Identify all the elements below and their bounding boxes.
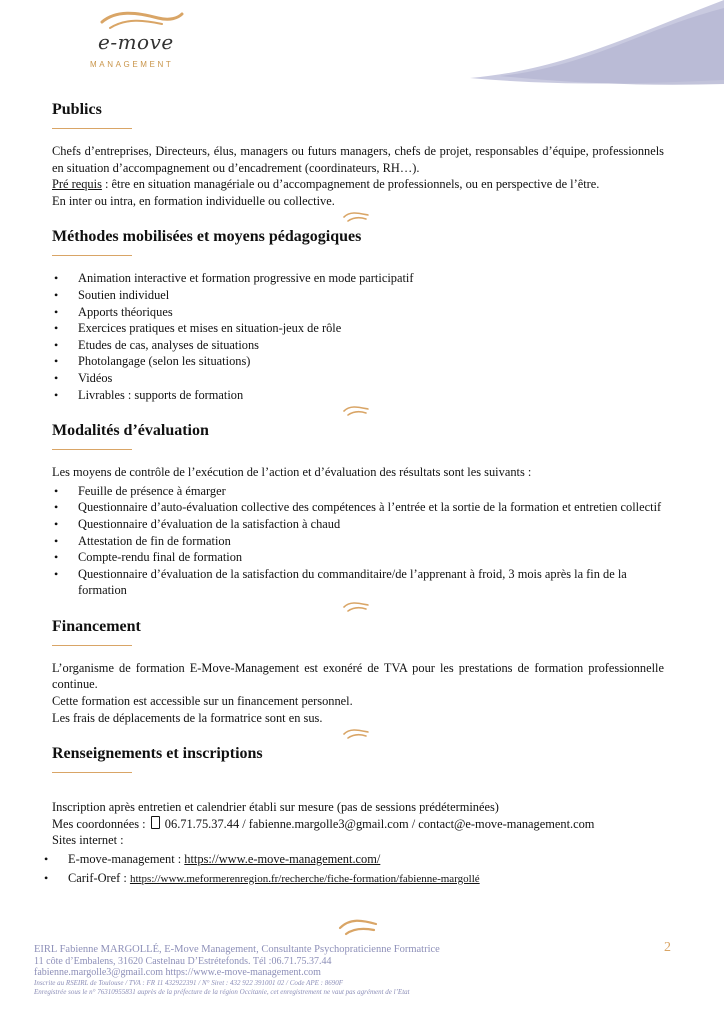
list-item [68,851,664,868]
prerequis-text: : être en situation managériale ou d’accompagnement de professionnels, ou en perspective de l’être. [101,177,600,192]
document-body [52,100,664,887]
section-title-evaluation: Modalités d’évaluation [52,422,209,440]
list-item: • Compte-rendu final de formation [78,549,664,566]
sites-label: Sites internet : [52,833,124,848]
page-number: 2 [664,940,671,955]
list-item: • Photolangage (selon les situations) [78,353,664,370]
site-label: Carif-Oref : [68,870,130,885]
section-title-methodes: Méthodes mobilisées et moyens pédagogiques [52,228,362,246]
footer-swirl-icon [336,918,380,938]
list-item [68,870,664,888]
list-item: • Vidéos [78,370,664,387]
section-title-renseignements: Renseignements et inscriptions [52,745,263,763]
section-rule [52,645,132,646]
format-paragraph: En inter ou intra, en formation individuelle ou collective. [52,193,335,208]
section-title-financement: Financement [52,617,141,635]
section-rule [52,449,132,450]
list-item: • Animation interactive et formation progressive en mode participatif [78,270,664,287]
section-rule [52,128,132,129]
inscription-paragraph: Inscription après entretien et calendrier établi sur mesure (pas de sessions prédéterminées) [52,800,499,815]
publics-paragraph: Chefs d’entreprises, Directeurs, élus, managers ou futurs managers, chefs de projet, responsables d’équipe, professionnels en situation d’accompagnement ou d’encadrement (coordinateurs, RH…). [52,144,664,175]
prerequis-label: Pré requis [52,177,102,192]
footer-line: Inscrite au RSEIRL de Toulouse / TVA : FR 11 432922391 / N° Siret : 432 922 391001 02 / Code APE : 8690F [34,978,344,987]
footer-line: 11 côte d’Embalens, 31620 Castelnau D’Estrétefonds. Tél :06.71.75.37.44 [34,955,332,967]
financement-paragraph: Cette formation est accessible sur un financement personnel. [52,694,353,709]
list-item: • Apports théoriques [78,304,664,321]
footer-line: EIRL Fabienne MARGOLLÉ, E-Move Management, Consultante Psychopraticienne Formatrice [34,944,440,955]
list-item: • Livrables : supports de formation [78,387,664,404]
footer [34,944,440,997]
logo-subtitle: MANAGEMENT [90,60,174,69]
emove-site-link[interactable]: https://www.e-move-management.com/ [184,852,381,867]
list-item: • Exercices pratiques et mises en situation-jeux de rôle [78,320,664,337]
coordinates-text: 06.71.75.37.44 / fabienne.margolle3@gmail.com / contact@e-move-management.com [161,816,595,831]
evaluation-list [52,483,664,599]
list-item: • Attestation de fin de formation [78,533,664,550]
sites-list [52,851,664,887]
financement-paragraph: L’organisme de formation E-Move-Management est exonéré de TVA pour les prestations de formation professionnelle continue. [52,660,664,692]
list-item: • Questionnaire d’auto-évaluation collective des compétences à l’entrée et la sortie de la formation et entretien collectif [78,499,664,516]
section-rule [52,772,132,773]
list-item: • Soutien individuel [78,287,664,304]
list-item: • Questionnaire d’évaluation de la satisfaction à chaud [78,516,664,533]
logo-text: e-move [98,30,174,54]
swirl-divider-icon [342,601,370,613]
phone-icon [151,816,160,829]
carif-oref-link[interactable]: https://www.meformerenregion.fr/recherche/fiche-formation/fabienne-margollé [129,872,480,885]
list-item: • Feuille de présence à émarger [78,483,664,500]
swirl-divider-icon [342,405,370,417]
section-rule [52,255,132,256]
footer-line: Enregistrée sous le n° 76310955831 auprès de la préfecture de la région Occitanie, cet enregistrement ne vaut pas agrément de l’Etat [34,987,410,996]
swirl-divider-icon [342,211,370,223]
financement-paragraph: Les frais de déplacements de la formatrice sont en sus. [52,710,323,725]
section-title-publics: Publics [52,101,102,118]
methodes-list [52,270,664,403]
prerequis-paragraph [52,176,664,193]
coordinates-line [52,816,664,833]
evaluation-intro: Les moyens de contrôle de l’exécution de l’action et d’évaluation des résultats sont les suivants : [52,465,532,480]
swirl-divider-icon [342,728,370,740]
list-item: • Etudes de cas, analyses de situations [78,337,664,354]
footer-line: fabienne.margolle3@gmail.com https://www.e-move-management.com [34,967,321,978]
coordinates-label: Mes coordonnées : [52,816,149,831]
company-logo [88,8,188,78]
site-label: E-move-management : [68,852,185,867]
list-item: • Questionnaire d’évaluation de la satisfaction du commanditaire/de l’apprenant à froid, 3 mois après la fin de la formation [78,566,664,599]
